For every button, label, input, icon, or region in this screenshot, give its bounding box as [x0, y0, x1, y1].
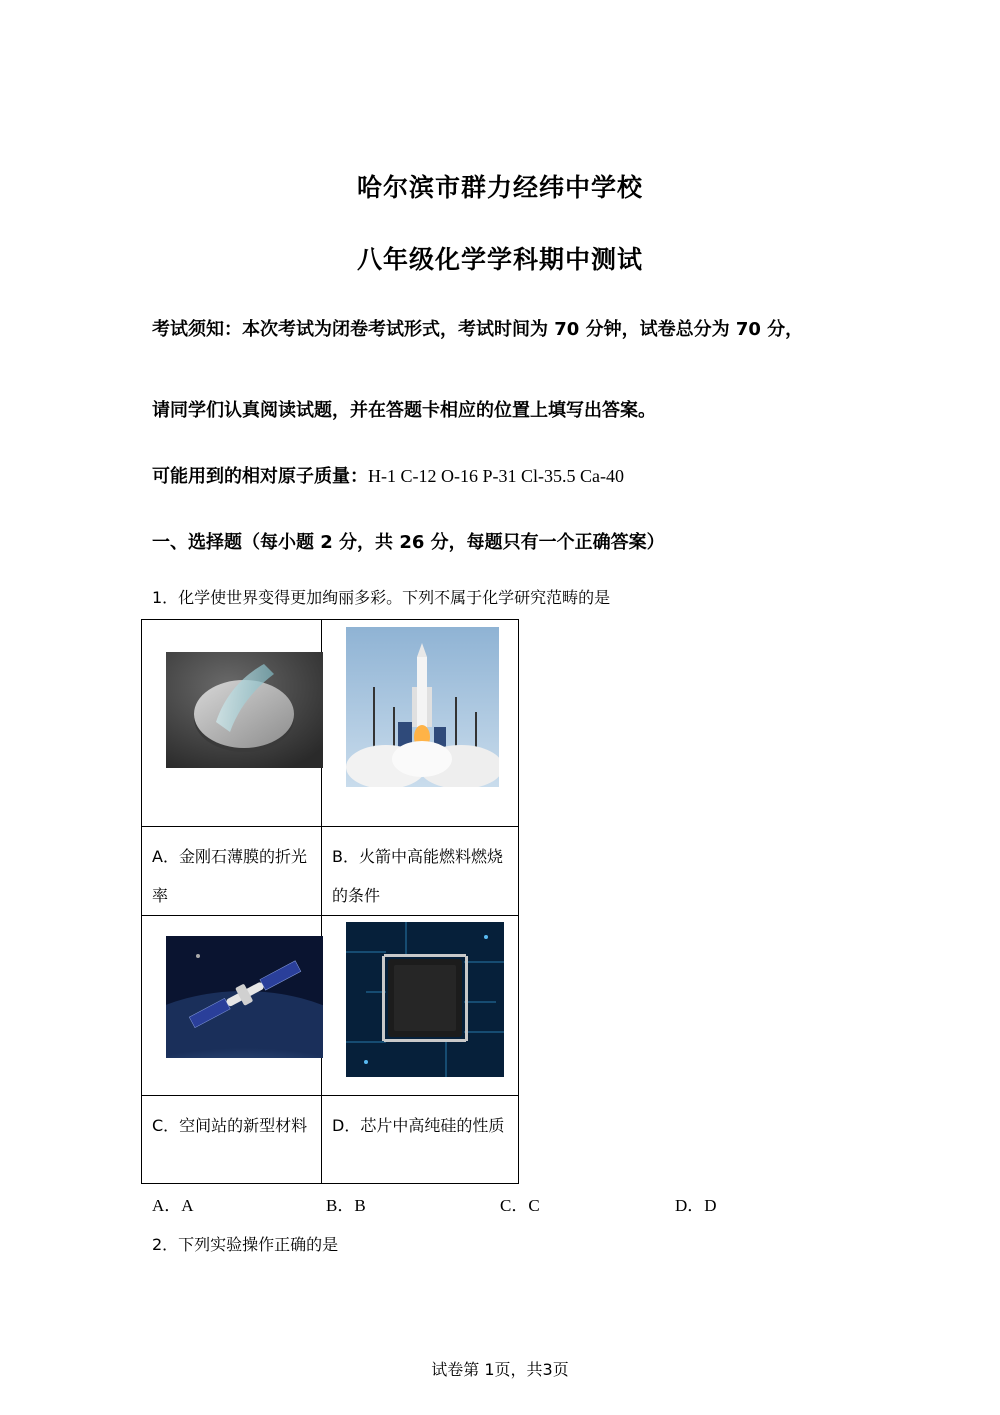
option-a-label: A．金刚石薄膜的折光率	[152, 847, 307, 905]
section-heading: 一、选择题（每小题 2 分，共 26 分，每题只有一个正确答案）	[152, 532, 665, 553]
option-d-cell	[322, 1096, 519, 1184]
answer-c[interactable]: C．C	[500, 1196, 540, 1215]
option-c-label: C．空间站的新型材料	[152, 1116, 308, 1135]
atomic-masses-label: 可能用到的相对原子质量：	[152, 466, 368, 487]
atomic-masses	[152, 462, 872, 488]
option-b-image-cell	[322, 620, 519, 827]
answer-a[interactable]: A．A	[152, 1196, 194, 1215]
diamond-film-icon	[166, 652, 323, 768]
option-c-image-cell	[142, 916, 322, 1096]
option-a-image-cell	[142, 620, 322, 827]
option-a-cell	[142, 827, 322, 916]
option-b-label: B．火箭中高能燃料燃烧的条件	[332, 847, 503, 905]
exam-title: 八年级化学学科期中测试	[356, 245, 643, 274]
question-1-options-table	[141, 619, 519, 1184]
option-d-label: D．芯片中高纯硅的性质	[332, 1116, 505, 1135]
notice-line-2: 请同学们认真阅读试题，并在答题卡相应的位置上填写出答案。	[152, 400, 656, 421]
answer-b[interactable]: B．B	[326, 1196, 366, 1215]
school-title: 哈尔滨市群力经纬中学校	[356, 173, 643, 202]
space-station-icon	[166, 936, 323, 1058]
question-2-stem: 2．下列实验操作正确的是	[152, 1235, 339, 1254]
page-footer: 试卷第 1页，共3页	[431, 1360, 569, 1379]
rocket-launch-icon	[346, 627, 499, 787]
atomic-masses-values: H-1 C-12 O-16 P-31 Cl-35.5 Ca-40	[368, 466, 624, 486]
chip-icon	[346, 922, 504, 1077]
option-d-image-cell	[322, 916, 519, 1096]
option-b-cell	[322, 827, 519, 916]
notice-line-1: 考试须知：本次考试为闭卷考试形式，考试时间为 70 分钟，试卷总分为 70 分，	[152, 319, 804, 340]
question-1-stem: 1．化学使世界变得更加绚丽多彩。下列不属于化学研究范畴的是	[152, 588, 611, 607]
option-c-cell	[142, 1096, 322, 1184]
answer-d[interactable]: D．D	[675, 1196, 717, 1215]
